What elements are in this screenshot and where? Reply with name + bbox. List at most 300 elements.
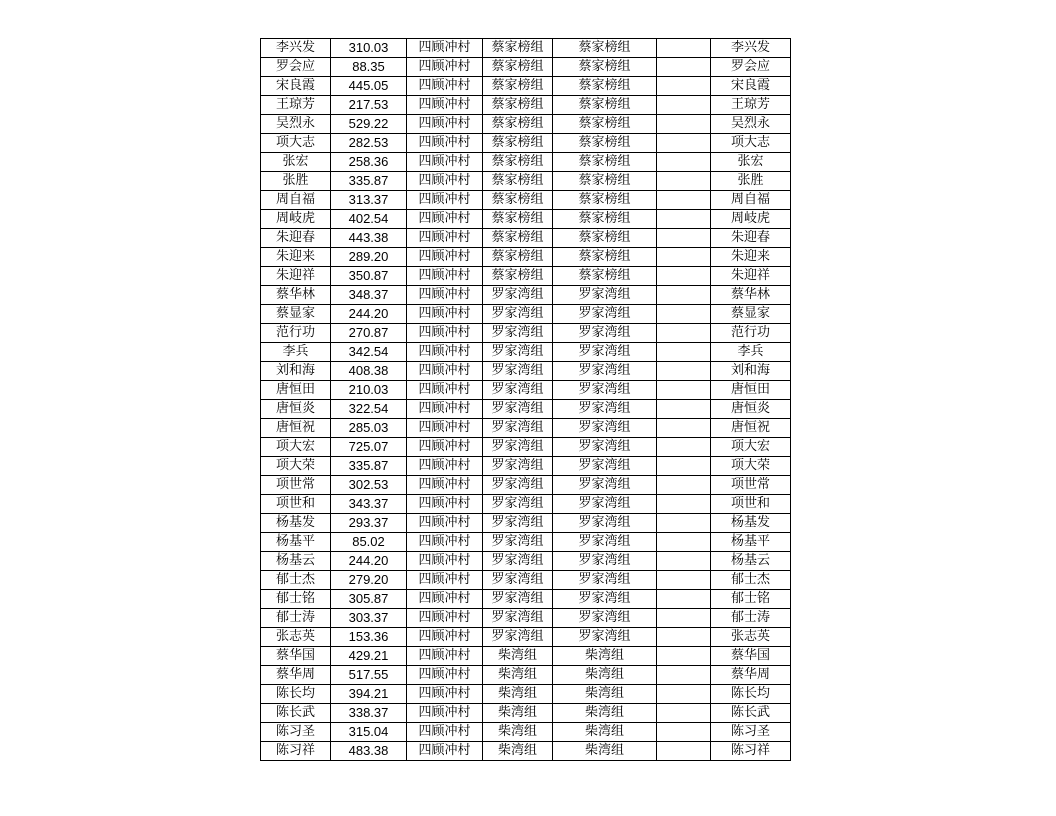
table-row bbox=[261, 457, 791, 476]
cell-name-2: 蔡华国 bbox=[711, 647, 791, 666]
cell-name: 项大宏 bbox=[261, 438, 331, 457]
cell-name: 蔡华国 bbox=[261, 647, 331, 666]
cell-empty bbox=[657, 324, 711, 343]
table-row bbox=[261, 438, 791, 457]
cell-group-2: 柴湾组 bbox=[553, 647, 657, 666]
cell-group-2: 蔡家榜组 bbox=[553, 210, 657, 229]
cell-name-2: 郁士铭 bbox=[711, 590, 791, 609]
cell-group: 罗家湾组 bbox=[483, 400, 553, 419]
cell-group-2: 蔡家榜组 bbox=[553, 77, 657, 96]
cell-empty bbox=[657, 191, 711, 210]
cell-group: 罗家湾组 bbox=[483, 552, 553, 571]
cell-village: 四顾冲村 bbox=[407, 267, 483, 286]
cell-name-2: 项大荣 bbox=[711, 457, 791, 476]
cell-empty bbox=[657, 552, 711, 571]
cell-empty bbox=[657, 590, 711, 609]
table-row bbox=[261, 609, 791, 628]
cell-area: 408.38 bbox=[331, 362, 407, 381]
cell-area: 335.87 bbox=[331, 457, 407, 476]
cell-name-2: 唐恒田 bbox=[711, 381, 791, 400]
table-row bbox=[261, 229, 791, 248]
cell-group: 蔡家榜组 bbox=[483, 210, 553, 229]
cell-empty bbox=[657, 666, 711, 685]
cell-village: 四顾冲村 bbox=[407, 58, 483, 77]
cell-group-2: 罗家湾组 bbox=[553, 457, 657, 476]
cell-name-2: 王琼芳 bbox=[711, 96, 791, 115]
data-table bbox=[260, 38, 791, 761]
table-row bbox=[261, 647, 791, 666]
cell-group: 柴湾组 bbox=[483, 704, 553, 723]
cell-empty bbox=[657, 723, 711, 742]
cell-area: 217.53 bbox=[331, 96, 407, 115]
cell-name-2: 李兵 bbox=[711, 343, 791, 362]
cell-empty bbox=[657, 628, 711, 647]
cell-name: 王琼芳 bbox=[261, 96, 331, 115]
cell-area: 350.87 bbox=[331, 267, 407, 286]
cell-name-2: 陈习祥 bbox=[711, 742, 791, 761]
cell-group: 罗家湾组 bbox=[483, 419, 553, 438]
cell-village: 四顾冲村 bbox=[407, 229, 483, 248]
cell-group: 罗家湾组 bbox=[483, 286, 553, 305]
cell-name: 项世常 bbox=[261, 476, 331, 495]
table-row bbox=[261, 58, 791, 77]
cell-empty bbox=[657, 495, 711, 514]
cell-group: 柴湾组 bbox=[483, 723, 553, 742]
cell-group: 蔡家榜组 bbox=[483, 229, 553, 248]
table-row bbox=[261, 381, 791, 400]
cell-name-2: 杨基发 bbox=[711, 514, 791, 533]
cell-group-2: 蔡家榜组 bbox=[553, 115, 657, 134]
cell-name: 项世和 bbox=[261, 495, 331, 514]
cell-empty bbox=[657, 267, 711, 286]
cell-empty bbox=[657, 571, 711, 590]
cell-village: 四顾冲村 bbox=[407, 571, 483, 590]
table-row bbox=[261, 400, 791, 419]
cell-group: 罗家湾组 bbox=[483, 571, 553, 590]
cell-village: 四顾冲村 bbox=[407, 362, 483, 381]
cell-name-2: 张胜 bbox=[711, 172, 791, 191]
cell-village: 四顾冲村 bbox=[407, 134, 483, 153]
cell-name-2: 蔡华林 bbox=[711, 286, 791, 305]
cell-name-2: 吴烈永 bbox=[711, 115, 791, 134]
cell-name: 陈长均 bbox=[261, 685, 331, 704]
cell-name: 唐恒祝 bbox=[261, 419, 331, 438]
cell-group-2: 罗家湾组 bbox=[553, 400, 657, 419]
cell-area: 348.37 bbox=[331, 286, 407, 305]
cell-group: 蔡家榜组 bbox=[483, 248, 553, 267]
cell-empty bbox=[657, 419, 711, 438]
cell-village: 四顾冲村 bbox=[407, 438, 483, 457]
cell-name: 项大志 bbox=[261, 134, 331, 153]
cell-name-2: 张志英 bbox=[711, 628, 791, 647]
cell-name: 李兴发 bbox=[261, 39, 331, 58]
table-row bbox=[261, 362, 791, 381]
cell-empty bbox=[657, 210, 711, 229]
cell-village: 四顾冲村 bbox=[407, 742, 483, 761]
cell-group-2: 罗家湾组 bbox=[553, 590, 657, 609]
cell-group-2: 罗家湾组 bbox=[553, 362, 657, 381]
cell-name: 杨基云 bbox=[261, 552, 331, 571]
cell-group: 蔡家榜组 bbox=[483, 39, 553, 58]
cell-village: 四顾冲村 bbox=[407, 533, 483, 552]
cell-village: 四顾冲村 bbox=[407, 286, 483, 305]
cell-empty bbox=[657, 343, 711, 362]
cell-area: 529.22 bbox=[331, 115, 407, 134]
cell-empty bbox=[657, 533, 711, 552]
table-row bbox=[261, 742, 791, 761]
cell-village: 四顾冲村 bbox=[407, 96, 483, 115]
cell-name: 朱迎祥 bbox=[261, 267, 331, 286]
cell-name-2: 周岐虎 bbox=[711, 210, 791, 229]
cell-group-2: 罗家湾组 bbox=[553, 609, 657, 628]
cell-area: 289.20 bbox=[331, 248, 407, 267]
cell-area: 285.03 bbox=[331, 419, 407, 438]
cell-name: 周岐虎 bbox=[261, 210, 331, 229]
table-row bbox=[261, 419, 791, 438]
cell-area: 343.37 bbox=[331, 495, 407, 514]
cell-group: 蔡家榜组 bbox=[483, 58, 553, 77]
cell-group: 蔡家榜组 bbox=[483, 267, 553, 286]
cell-name-2: 项世和 bbox=[711, 495, 791, 514]
cell-area: 483.38 bbox=[331, 742, 407, 761]
cell-group: 蔡家榜组 bbox=[483, 134, 553, 153]
table-row bbox=[261, 39, 791, 58]
cell-group-2: 蔡家榜组 bbox=[553, 172, 657, 191]
cell-name: 刘和海 bbox=[261, 362, 331, 381]
table-row bbox=[261, 324, 791, 343]
table-row bbox=[261, 286, 791, 305]
cell-area: 335.87 bbox=[331, 172, 407, 191]
cell-name: 郁士杰 bbox=[261, 571, 331, 590]
cell-group-2: 蔡家榜组 bbox=[553, 191, 657, 210]
cell-group-2: 罗家湾组 bbox=[553, 286, 657, 305]
cell-name: 范行功 bbox=[261, 324, 331, 343]
cell-empty bbox=[657, 609, 711, 628]
cell-group-2: 罗家湾组 bbox=[553, 343, 657, 362]
cell-group: 蔡家榜组 bbox=[483, 77, 553, 96]
table-row bbox=[261, 571, 791, 590]
table-row bbox=[261, 153, 791, 172]
cell-name: 吴烈永 bbox=[261, 115, 331, 134]
cell-empty bbox=[657, 704, 711, 723]
cell-group-2: 柴湾组 bbox=[553, 723, 657, 742]
cell-name: 陈习圣 bbox=[261, 723, 331, 742]
cell-name-2: 唐恒炎 bbox=[711, 400, 791, 419]
cell-group: 蔡家榜组 bbox=[483, 115, 553, 134]
cell-group-2: 罗家湾组 bbox=[553, 514, 657, 533]
table-row bbox=[261, 628, 791, 647]
cell-name: 唐恒炎 bbox=[261, 400, 331, 419]
table-row bbox=[261, 704, 791, 723]
table-row bbox=[261, 666, 791, 685]
cell-name-2: 刘和海 bbox=[711, 362, 791, 381]
cell-area: 445.05 bbox=[331, 77, 407, 96]
cell-group: 柴湾组 bbox=[483, 685, 553, 704]
cell-village: 四顾冲村 bbox=[407, 723, 483, 742]
cell-name: 蔡华林 bbox=[261, 286, 331, 305]
cell-group: 罗家湾组 bbox=[483, 533, 553, 552]
cell-village: 四顾冲村 bbox=[407, 647, 483, 666]
cell-area: 302.53 bbox=[331, 476, 407, 495]
cell-group-2: 柴湾组 bbox=[553, 666, 657, 685]
cell-empty bbox=[657, 305, 711, 324]
cell-village: 四顾冲村 bbox=[407, 77, 483, 96]
cell-empty bbox=[657, 229, 711, 248]
cell-empty bbox=[657, 58, 711, 77]
cell-name-2: 项世常 bbox=[711, 476, 791, 495]
cell-empty bbox=[657, 685, 711, 704]
cell-name: 郁士涛 bbox=[261, 609, 331, 628]
cell-empty bbox=[657, 438, 711, 457]
cell-village: 四顾冲村 bbox=[407, 552, 483, 571]
cell-area: 244.20 bbox=[331, 305, 407, 324]
cell-area: 210.03 bbox=[331, 381, 407, 400]
cell-group-2: 罗家湾组 bbox=[553, 438, 657, 457]
cell-village: 四顾冲村 bbox=[407, 590, 483, 609]
cell-name-2: 蔡华周 bbox=[711, 666, 791, 685]
cell-empty bbox=[657, 39, 711, 58]
cell-empty bbox=[657, 96, 711, 115]
cell-name: 张宏 bbox=[261, 153, 331, 172]
table-row bbox=[261, 590, 791, 609]
cell-name-2: 杨基平 bbox=[711, 533, 791, 552]
cell-empty bbox=[657, 381, 711, 400]
cell-name-2: 朱迎春 bbox=[711, 229, 791, 248]
table-row bbox=[261, 191, 791, 210]
cell-area: 270.87 bbox=[331, 324, 407, 343]
cell-area: 443.38 bbox=[331, 229, 407, 248]
cell-village: 四顾冲村 bbox=[407, 172, 483, 191]
table-row bbox=[261, 533, 791, 552]
cell-name: 杨基发 bbox=[261, 514, 331, 533]
cell-village: 四顾冲村 bbox=[407, 514, 483, 533]
cell-name: 郁士铭 bbox=[261, 590, 331, 609]
cell-name: 罗会应 bbox=[261, 58, 331, 77]
cell-village: 四顾冲村 bbox=[407, 343, 483, 362]
cell-group: 柴湾组 bbox=[483, 742, 553, 761]
cell-village: 四顾冲村 bbox=[407, 115, 483, 134]
cell-name-2: 项大宏 bbox=[711, 438, 791, 457]
cell-village: 四顾冲村 bbox=[407, 609, 483, 628]
cell-name-2: 唐恒祝 bbox=[711, 419, 791, 438]
cell-empty bbox=[657, 248, 711, 267]
cell-empty bbox=[657, 172, 711, 191]
cell-name-2: 蔡显家 bbox=[711, 305, 791, 324]
cell-name-2: 郁士杰 bbox=[711, 571, 791, 590]
table-row bbox=[261, 134, 791, 153]
table-row bbox=[261, 723, 791, 742]
table-row bbox=[261, 552, 791, 571]
cell-area: 725.07 bbox=[331, 438, 407, 457]
cell-group: 罗家湾组 bbox=[483, 590, 553, 609]
cell-village: 四顾冲村 bbox=[407, 457, 483, 476]
cell-area: 394.21 bbox=[331, 685, 407, 704]
table-row bbox=[261, 77, 791, 96]
cell-group-2: 蔡家榜组 bbox=[553, 39, 657, 58]
cell-name: 陈长武 bbox=[261, 704, 331, 723]
cell-village: 四顾冲村 bbox=[407, 324, 483, 343]
cell-village: 四顾冲村 bbox=[407, 628, 483, 647]
cell-name-2: 朱迎来 bbox=[711, 248, 791, 267]
cell-group-2: 柴湾组 bbox=[553, 685, 657, 704]
cell-area: 85.02 bbox=[331, 533, 407, 552]
cell-name: 蔡显家 bbox=[261, 305, 331, 324]
cell-village: 四顾冲村 bbox=[407, 495, 483, 514]
cell-area: 88.35 bbox=[331, 58, 407, 77]
cell-group-2: 罗家湾组 bbox=[553, 476, 657, 495]
cell-group-2: 蔡家榜组 bbox=[553, 248, 657, 267]
cell-name-2: 杨基云 bbox=[711, 552, 791, 571]
table-body bbox=[261, 39, 791, 761]
cell-name: 朱迎来 bbox=[261, 248, 331, 267]
cell-area: 517.55 bbox=[331, 666, 407, 685]
cell-empty bbox=[657, 362, 711, 381]
cell-group: 罗家湾组 bbox=[483, 324, 553, 343]
table-row bbox=[261, 495, 791, 514]
cell-group-2: 蔡家榜组 bbox=[553, 229, 657, 248]
cell-name-2: 陈习圣 bbox=[711, 723, 791, 742]
cell-name: 陈习祥 bbox=[261, 742, 331, 761]
cell-village: 四顾冲村 bbox=[407, 305, 483, 324]
cell-group-2: 蔡家榜组 bbox=[553, 153, 657, 172]
cell-name-2: 项大志 bbox=[711, 134, 791, 153]
cell-name: 张胜 bbox=[261, 172, 331, 191]
cell-name: 张志英 bbox=[261, 628, 331, 647]
cell-group: 柴湾组 bbox=[483, 666, 553, 685]
cell-group: 蔡家榜组 bbox=[483, 153, 553, 172]
cell-village: 四顾冲村 bbox=[407, 381, 483, 400]
cell-village: 四顾冲村 bbox=[407, 210, 483, 229]
cell-group: 罗家湾组 bbox=[483, 438, 553, 457]
cell-name: 李兵 bbox=[261, 343, 331, 362]
cell-area: 310.03 bbox=[331, 39, 407, 58]
cell-empty bbox=[657, 457, 711, 476]
table-row bbox=[261, 476, 791, 495]
cell-group-2: 蔡家榜组 bbox=[553, 58, 657, 77]
cell-name: 宋良霞 bbox=[261, 77, 331, 96]
cell-village: 四顾冲村 bbox=[407, 248, 483, 267]
cell-village: 四顾冲村 bbox=[407, 419, 483, 438]
cell-village: 四顾冲村 bbox=[407, 666, 483, 685]
cell-empty bbox=[657, 742, 711, 761]
cell-empty bbox=[657, 400, 711, 419]
cell-area: 279.20 bbox=[331, 571, 407, 590]
cell-area: 244.20 bbox=[331, 552, 407, 571]
cell-name-2: 罗会应 bbox=[711, 58, 791, 77]
cell-empty bbox=[657, 647, 711, 666]
cell-group-2: 罗家湾组 bbox=[553, 419, 657, 438]
cell-group: 蔡家榜组 bbox=[483, 191, 553, 210]
cell-name: 蔡华周 bbox=[261, 666, 331, 685]
cell-area: 402.54 bbox=[331, 210, 407, 229]
cell-area: 315.04 bbox=[331, 723, 407, 742]
cell-name-2: 范行功 bbox=[711, 324, 791, 343]
cell-empty bbox=[657, 286, 711, 305]
cell-area: 303.37 bbox=[331, 609, 407, 628]
cell-group-2: 罗家湾组 bbox=[553, 552, 657, 571]
cell-village: 四顾冲村 bbox=[407, 476, 483, 495]
table-row bbox=[261, 267, 791, 286]
cell-village: 四顾冲村 bbox=[407, 39, 483, 58]
table-row bbox=[261, 115, 791, 134]
cell-area: 153.36 bbox=[331, 628, 407, 647]
cell-name-2: 陈长均 bbox=[711, 685, 791, 704]
cell-group: 罗家湾组 bbox=[483, 457, 553, 476]
cell-group: 罗家湾组 bbox=[483, 514, 553, 533]
cell-name: 杨基平 bbox=[261, 533, 331, 552]
cell-name-2: 朱迎祥 bbox=[711, 267, 791, 286]
cell-name: 周自福 bbox=[261, 191, 331, 210]
table-row bbox=[261, 514, 791, 533]
table-row bbox=[261, 172, 791, 191]
cell-name: 项大荣 bbox=[261, 457, 331, 476]
cell-group: 罗家湾组 bbox=[483, 343, 553, 362]
cell-area: 313.37 bbox=[331, 191, 407, 210]
cell-group-2: 罗家湾组 bbox=[553, 533, 657, 552]
cell-village: 四顾冲村 bbox=[407, 191, 483, 210]
table-row bbox=[261, 210, 791, 229]
cell-village: 四顾冲村 bbox=[407, 704, 483, 723]
cell-group: 柴湾组 bbox=[483, 647, 553, 666]
cell-village: 四顾冲村 bbox=[407, 400, 483, 419]
cell-group-2: 罗家湾组 bbox=[553, 324, 657, 343]
cell-group: 罗家湾组 bbox=[483, 305, 553, 324]
cell-name-2: 李兴发 bbox=[711, 39, 791, 58]
cell-area: 338.37 bbox=[331, 704, 407, 723]
cell-group: 罗家湾组 bbox=[483, 628, 553, 647]
cell-area: 322.54 bbox=[331, 400, 407, 419]
cell-empty bbox=[657, 153, 711, 172]
cell-group-2: 罗家湾组 bbox=[553, 305, 657, 324]
cell-area: 305.87 bbox=[331, 590, 407, 609]
cell-group-2: 罗家湾组 bbox=[553, 495, 657, 514]
cell-empty bbox=[657, 77, 711, 96]
cell-name: 唐恒田 bbox=[261, 381, 331, 400]
cell-group-2: 蔡家榜组 bbox=[553, 96, 657, 115]
cell-name-2: 陈长武 bbox=[711, 704, 791, 723]
cell-group-2: 柴湾组 bbox=[553, 742, 657, 761]
table-row bbox=[261, 305, 791, 324]
cell-group: 罗家湾组 bbox=[483, 362, 553, 381]
cell-group: 罗家湾组 bbox=[483, 495, 553, 514]
cell-name-2: 周自福 bbox=[711, 191, 791, 210]
cell-area: 282.53 bbox=[331, 134, 407, 153]
cell-group-2: 蔡家榜组 bbox=[553, 134, 657, 153]
cell-group: 罗家湾组 bbox=[483, 381, 553, 400]
cell-name-2: 张宏 bbox=[711, 153, 791, 172]
cell-group: 罗家湾组 bbox=[483, 476, 553, 495]
cell-empty bbox=[657, 476, 711, 495]
cell-area: 258.36 bbox=[331, 153, 407, 172]
cell-group-2: 罗家湾组 bbox=[553, 381, 657, 400]
cell-group-2: 蔡家榜组 bbox=[553, 267, 657, 286]
cell-group-2: 柴湾组 bbox=[553, 704, 657, 723]
cell-empty bbox=[657, 134, 711, 153]
cell-empty bbox=[657, 514, 711, 533]
cell-group-2: 罗家湾组 bbox=[553, 628, 657, 647]
cell-village: 四顾冲村 bbox=[407, 153, 483, 172]
cell-group: 罗家湾组 bbox=[483, 609, 553, 628]
table-row bbox=[261, 248, 791, 267]
cell-group: 蔡家榜组 bbox=[483, 172, 553, 191]
cell-name-2: 郁士涛 bbox=[711, 609, 791, 628]
cell-empty bbox=[657, 115, 711, 134]
table-row bbox=[261, 96, 791, 115]
cell-village: 四顾冲村 bbox=[407, 685, 483, 704]
cell-area: 429.21 bbox=[331, 647, 407, 666]
cell-name: 朱迎春 bbox=[261, 229, 331, 248]
table-row bbox=[261, 685, 791, 704]
